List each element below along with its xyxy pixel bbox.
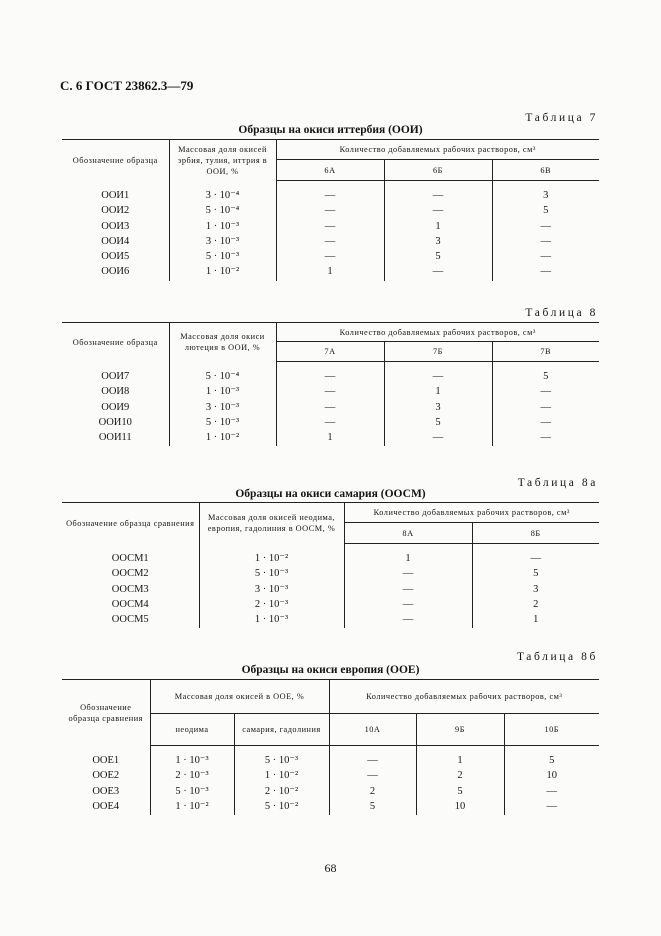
table7-col-sub: 6В: [492, 160, 599, 181]
table-cell: 5 · 10⁻³: [169, 249, 276, 264]
table-cell: 2 · 10⁻³: [199, 597, 344, 612]
table-cell: —: [492, 415, 599, 430]
table8b-col-sub-neodymium: неодима: [150, 714, 234, 746]
page-number: 68: [324, 861, 337, 875]
table8-col-sub: 7Б: [384, 342, 492, 362]
table-cell: 5: [504, 746, 599, 769]
table8a-col-designation: Обозначение образца сравнения: [62, 503, 199, 544]
table-cell: 1 · 10⁻²: [169, 264, 276, 280]
table-cell: —: [384, 203, 492, 218]
table8-col-sub: 7В: [492, 342, 599, 362]
table-cell: 5: [416, 784, 504, 799]
table7-col-sub: 6Б: [384, 160, 492, 181]
table-cell: 2: [416, 768, 504, 783]
row-designation: ООИ3: [101, 220, 130, 232]
table-cell: 1: [344, 544, 472, 567]
table-row: [62, 582, 599, 597]
page-header: С. 6 ГОСТ 23862.3—79: [60, 78, 194, 93]
table-cell: 5: [329, 799, 416, 815]
table8a-col-sub: 8А: [344, 523, 472, 544]
table-cell: —: [276, 203, 384, 218]
table-cell: 3: [384, 400, 492, 415]
table-cell: 3 · 10⁻⁴: [169, 181, 276, 204]
table8b-col-sub: 10А: [329, 714, 416, 746]
table-cell: 3 · 10⁻³: [199, 582, 344, 597]
table-cell: —: [344, 582, 472, 597]
table-cell: —: [472, 544, 599, 567]
table8-col-sub: 7А: [276, 342, 384, 362]
table-cell: 1: [416, 746, 504, 769]
table7-col-designation: Обозначение образца: [62, 140, 169, 181]
table7-title: Образцы на окиси иттербия (ООИ): [238, 124, 423, 136]
table-row: [62, 612, 599, 628]
table8a-label: Таблица 8а: [517, 477, 598, 489]
table8-col-volume-group: Количество добавляемых рабочих растворов, см³: [276, 323, 599, 342]
row-designation: ООИ2: [101, 205, 130, 217]
table7-col-volume-group: Количество добавляемых рабочих растворов, см³: [276, 140, 599, 160]
table-cell: 10: [416, 799, 504, 815]
row-designation: ООИ9: [101, 401, 130, 413]
table-cell: 1: [384, 219, 492, 234]
table-cell: —: [384, 362, 492, 385]
table-cell: —: [504, 799, 599, 815]
row-designation: ООСМ5: [111, 614, 149, 626]
row-designation: ООСМ1: [111, 552, 149, 564]
table8a-col-sub: 8Б: [472, 523, 599, 544]
table-cell: —: [384, 430, 492, 446]
table-cell: 5 · 10⁻⁴: [169, 203, 276, 218]
table-cell: 1 · 10⁻³: [169, 384, 276, 399]
table-row: [62, 799, 599, 815]
table8a: [62, 502, 599, 628]
table-row: [62, 219, 599, 234]
table-cell: 5: [472, 566, 599, 581]
table-cell: 5 · 10⁻³: [199, 566, 344, 581]
table8b-title: Образцы на окиси европия (ООЕ): [241, 664, 420, 676]
table-row: [62, 203, 599, 218]
table-row: [62, 430, 599, 446]
table-cell: 2: [472, 597, 599, 612]
table-cell: —: [492, 249, 599, 264]
table8a-col-volume-group: Количество добавляемых рабочих растворов, см³: [344, 503, 599, 523]
table-row: [62, 249, 599, 264]
table-cell: 3: [384, 234, 492, 249]
table8-label: Таблица 8: [525, 307, 598, 319]
table-row: [62, 566, 599, 581]
table-cell: 1 · 10⁻³: [199, 612, 344, 628]
table-row: [62, 234, 599, 249]
table-cell: 3 · 10⁻³: [169, 400, 276, 415]
table-cell: 1: [472, 612, 599, 628]
table-cell: 5: [492, 203, 599, 218]
table8b-col-sub-samarium: самария, гадолиния: [234, 714, 329, 746]
table-cell: 1: [276, 264, 384, 280]
table-cell: 5: [492, 362, 599, 385]
table-row: [62, 181, 599, 204]
table-cell: —: [492, 384, 599, 399]
table-row: [62, 746, 599, 769]
row-designation: ООИ1: [101, 189, 130, 201]
row-designation: ООИ6: [101, 266, 130, 278]
table-cell: —: [384, 181, 492, 204]
table-cell: 5 · 10⁻³: [234, 746, 329, 769]
table-cell: —: [492, 400, 599, 415]
table7-col-sub: 6А: [276, 160, 384, 181]
table-cell: —: [276, 415, 384, 430]
row-designation: ООИ10: [98, 416, 132, 428]
table8b-col-sub: 10Б: [504, 714, 599, 746]
table-cell: 3 · 10⁻³: [169, 234, 276, 249]
table-row: [62, 784, 599, 799]
table-row: [62, 544, 599, 567]
table-cell: —: [276, 234, 384, 249]
table-cell: —: [492, 264, 599, 280]
table7-body: [62, 181, 599, 281]
table-cell: 1 · 10⁻²: [169, 430, 276, 446]
table-cell: 5 · 10⁻³: [169, 415, 276, 430]
row-designation: ООИ11: [98, 432, 132, 444]
table-cell: —: [504, 784, 599, 799]
table-cell: —: [276, 400, 384, 415]
table-cell: 1 · 10⁻³: [169, 219, 276, 234]
table-row: [62, 415, 599, 430]
row-designation: ООИ5: [101, 251, 130, 263]
table-cell: 10: [504, 768, 599, 783]
table-row: [62, 768, 599, 783]
table-cell: 5: [384, 249, 492, 264]
row-designation: ООИ8: [101, 386, 130, 398]
row-designation: ООЕ1: [92, 754, 120, 766]
table-cell: 5: [384, 415, 492, 430]
table-cell: 5 · 10⁻²: [234, 799, 329, 815]
table-cell: 5 · 10⁻⁴: [169, 362, 276, 385]
table-cell: —: [276, 384, 384, 399]
table-cell: 3: [472, 582, 599, 597]
row-designation: ООЕ2: [92, 770, 120, 782]
table8-col-designation: Обозначение образца: [62, 323, 169, 362]
table8-body: [62, 362, 599, 447]
table-cell: 3: [492, 181, 599, 204]
table8b-col-mass-group: Массовая доля окисей в ООЕ, %: [150, 680, 329, 714]
table8b: [62, 679, 599, 815]
table8a-col-mass-fraction: Массовая доля окисей неодима, европия, гадолиния в ООСМ, %: [199, 503, 344, 544]
table-cell: —: [492, 234, 599, 249]
table-row: [62, 400, 599, 415]
table8a-title: Образцы на окиси самария (ООСМ): [235, 488, 426, 500]
table8b-col-volume-group: Количество добавляемых рабочих растворов, см³: [329, 680, 599, 714]
row-designation: ООИ7: [101, 370, 130, 382]
table-row: [62, 384, 599, 399]
table7-label: Таблица 7: [525, 112, 598, 124]
table8a-body: [62, 544, 599, 629]
row-designation: ООСМ2: [111, 568, 149, 580]
row-designation: ООЕ3: [92, 785, 120, 797]
table-cell: —: [384, 264, 492, 280]
table-cell: 1 · 10⁻³: [150, 746, 234, 769]
table-cell: —: [344, 566, 472, 581]
table-row: [62, 264, 599, 280]
table-cell: 2 · 10⁻³: [150, 768, 234, 783]
table-cell: 1: [384, 384, 492, 399]
table-cell: —: [276, 249, 384, 264]
table7-col-mass-fraction: Массовая доля окисей эрбия, тулия, иттрия в ООИ, %: [169, 140, 276, 181]
row-designation: ООЕ4: [92, 800, 120, 812]
table-cell: —: [492, 219, 599, 234]
table8b-col-sub: 9Б: [416, 714, 504, 746]
table-cell: —: [276, 181, 384, 204]
table-row: [62, 362, 599, 385]
table7: [62, 139, 599, 281]
table-cell: —: [276, 362, 384, 385]
table-cell: —: [344, 612, 472, 628]
table-cell: —: [276, 219, 384, 234]
table-cell: 2 · 10⁻²: [234, 784, 329, 799]
table-cell: 2: [329, 784, 416, 799]
table-cell: 1 · 10⁻²: [150, 799, 234, 815]
row-designation: ООСМ3: [111, 583, 149, 595]
table8b-label: Таблица 8б: [516, 651, 598, 663]
table8b-body: [62, 746, 599, 816]
row-designation: ООИ4: [101, 235, 130, 247]
table-cell: —: [329, 746, 416, 769]
table-cell: —: [329, 768, 416, 783]
table8-col-mass-fraction: Массовая доля окиси лютеция в ООИ, %: [169, 323, 276, 362]
row-designation: ООСМ4: [111, 598, 149, 610]
table-cell: —: [492, 430, 599, 446]
table8: [62, 322, 599, 446]
table8b-col-designation: Обозначение образца сравнения: [62, 680, 150, 746]
table-cell: 1 · 10⁻²: [199, 544, 344, 567]
table-row: [62, 597, 599, 612]
table-cell: —: [344, 597, 472, 612]
table-cell: 5 · 10⁻³: [150, 784, 234, 799]
table-cell: 1: [276, 430, 384, 446]
table-cell: 1 · 10⁻²: [234, 768, 329, 783]
